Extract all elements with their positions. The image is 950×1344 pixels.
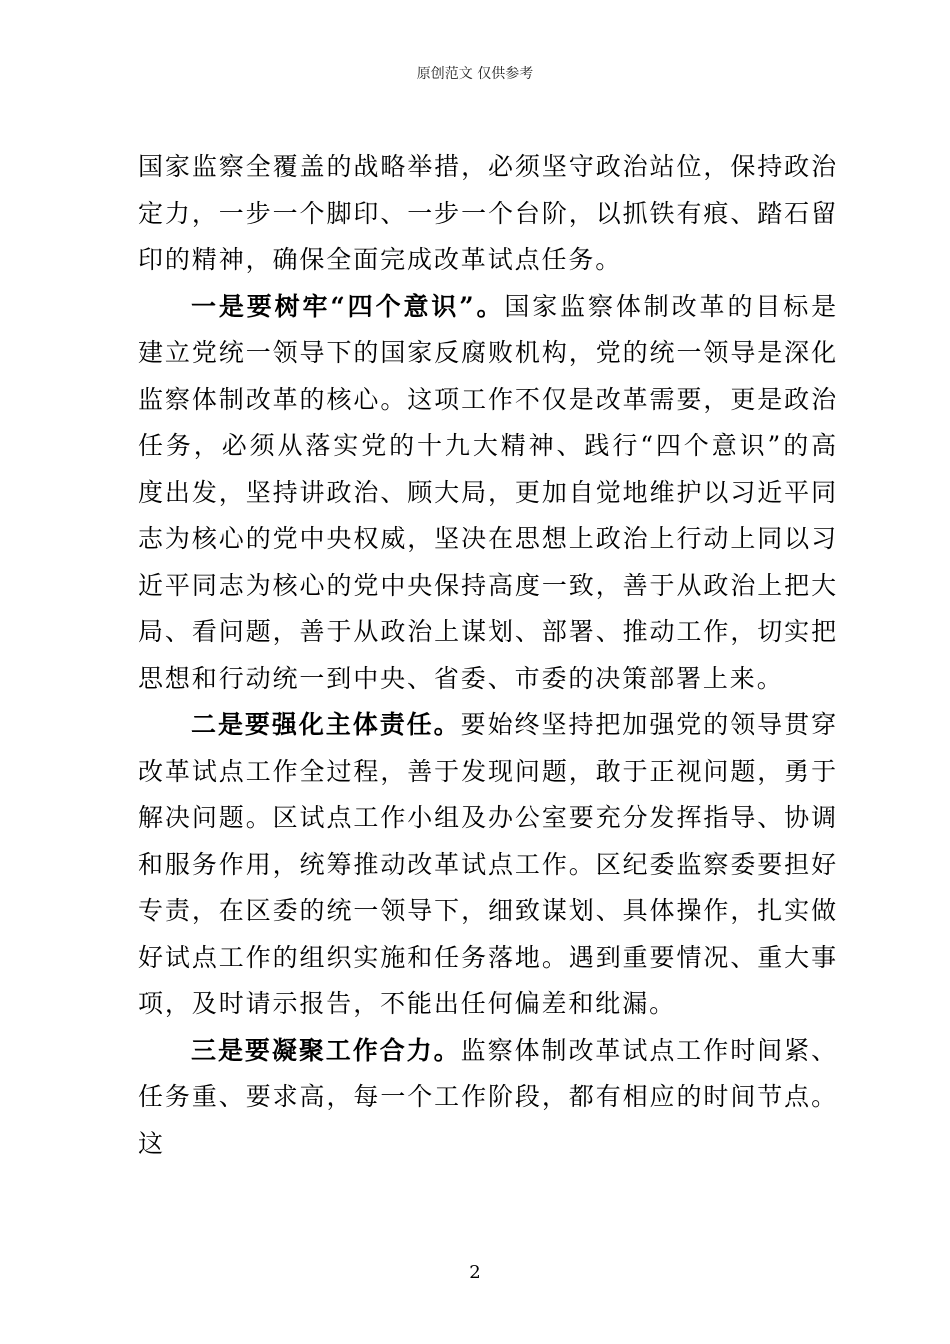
document-body (138, 144, 838, 1167)
paragraph-lead: 二是要强化主体责任。 (191, 710, 461, 739)
page-header: 原创范文 仅供参考 (416, 66, 534, 82)
paragraph-lead: 三是要凝聚工作合力。 (191, 1035, 461, 1065)
paragraph-text: 要始终坚持把加强党的领导贯穿改革试点工作全过程，善于发现问题，敢于正视问题，勇于解决问题。区试点工作小组及办公室要充分发挥指导、协调和服务作用，统筹推动改革试点工作。区纪委监察委要担好专责，在区委的统一领导下，细致谋划、具体操作，扎实做好试点工作的组织实施和任务落地。遇到重要情况、重大事项，及时请示报告，不能出任何偏差和纰漏。 (138, 710, 838, 1018)
paragraph-lead: 一是要树牢“四个意识”。 (191, 291, 505, 321)
paragraph-work-synergy (138, 1028, 838, 1168)
paragraph-text: 国家监察体制改革的目标是建立党统一领导下的国家反腐败机构，党的统一领导是深化监察体制改革的核心。这项工作不仅是改革需要，更是政治任务，必须从落实党的十九大精神、践行“四个意识”的高度出发，坚持讲政治、顾大局，更加自觉地维护以习近平同志为核心的党中央权威，坚决在思想上政治上行动上同以习近平同志为核心的党中央保持高度一致，善于从政治上把大局、看问题，善于从政治上谋划、部署、推动工作，切实把思想和行动统一到中央、省委、市委的决策部署上来。 (138, 291, 838, 693)
paragraph-text: 监察体制改革试点工作时间紧、任务重、要求高，每一个工作阶段，都有相应的时间节点。这 (138, 1035, 838, 1158)
paragraph-four-consciousness (138, 284, 838, 703)
page-number: 2 (469, 1262, 481, 1283)
paragraph-main-responsibility (138, 702, 838, 1028)
paragraph-text: 国家监察全覆盖的战略举措，必须坚守政治站位，保持政治定力，一步一个脚印、一步一个台阶，以抓铁有痕、踏石留印的精神，确保全面完成改革试点任务。 (138, 152, 838, 274)
paragraph-continuation (138, 144, 838, 284)
